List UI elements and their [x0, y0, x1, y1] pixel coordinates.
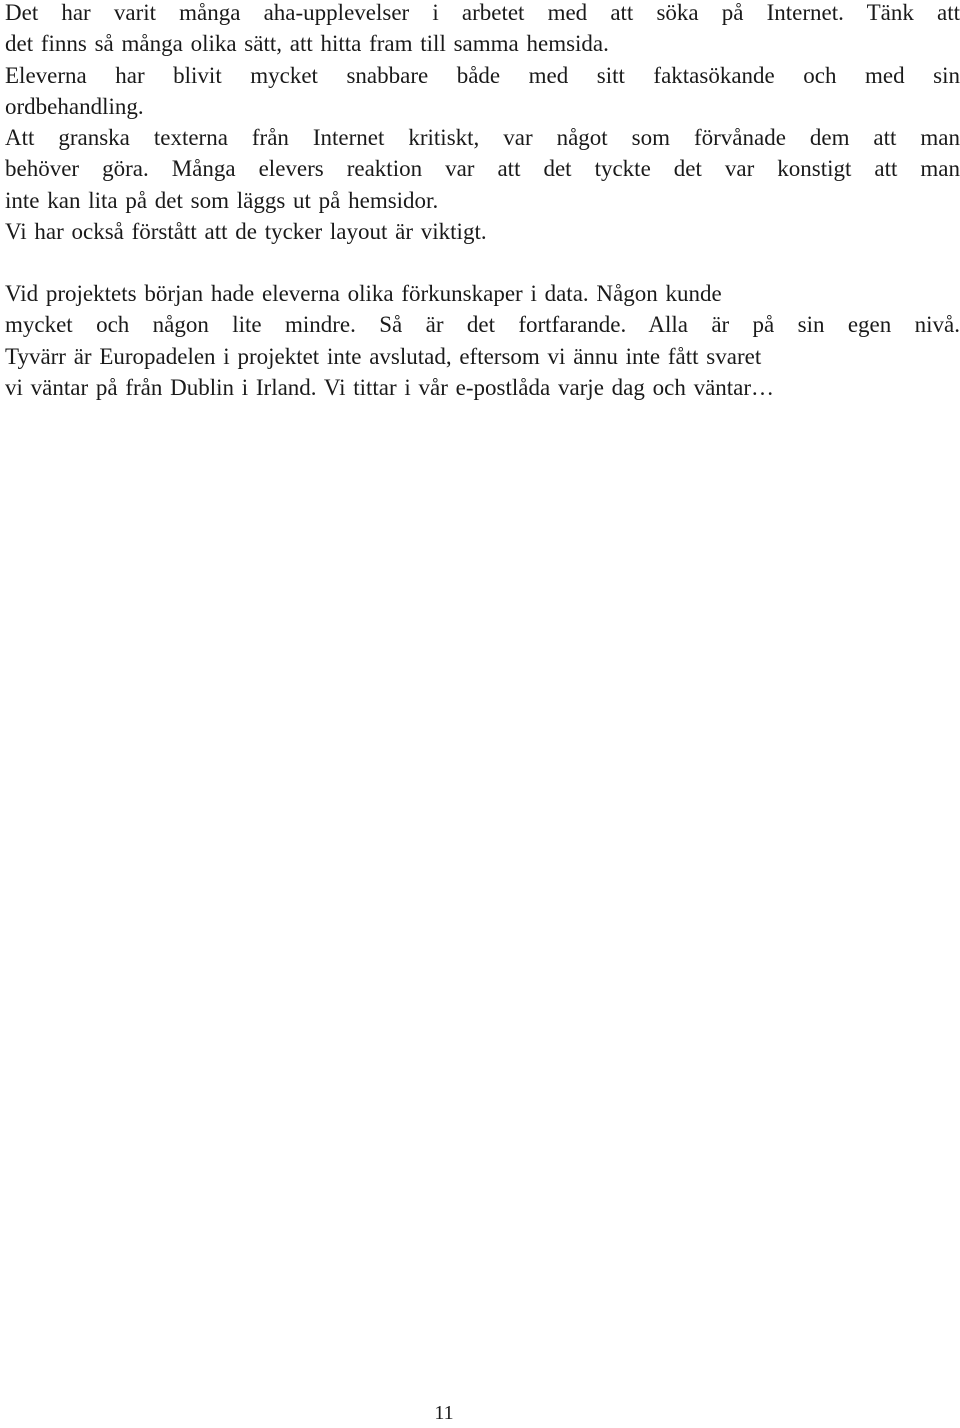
paragraph-1: [5, 0, 960, 247]
text-line: ordbehandling.: [5, 93, 144, 119]
text-line: mycket och någon lite mindre. Så är det fortfarande. Alla är på sin egen nivå.: [5, 312, 960, 338]
text-line: vi väntar på från Dublin i Irland. Vi tittar i vår e-postlåda varje dag och väntar…: [5, 374, 775, 400]
page-number: 11: [434, 1402, 454, 1424]
text-line: det finns så många olika sätt, att hitta fram till samma hemsida.: [5, 31, 609, 57]
text-line: behöver göra. Många elevers reaktion var att det tyckte det var konstigt att man: [5, 156, 960, 182]
text-line: Att granska texterna från Internet kritiskt, var något som förvånade dem att man: [5, 125, 960, 151]
text-line: inte kan lita på det som läggs ut på hemsidor.: [5, 187, 439, 213]
text-line: Det har varit många aha-upplevelser i arbetet med att söka på Internet. Tänk att: [5, 0, 960, 25]
text-line: Vi har också förstått att de tycker layout är viktigt.: [5, 219, 487, 245]
text-line: Eleverna har blivit mycket snabbare både med sitt faktasökande och med sin: [5, 62, 960, 88]
text-line: Tyvärr är Europadelen i projektet inte avslutad, eftersom vi ännu inte fått svaret: [5, 343, 762, 369]
text-line: Vid projektets början hade eleverna olika förkunskaper i data. Någon kunde: [5, 281, 722, 306]
paragraph-2: [5, 278, 960, 403]
